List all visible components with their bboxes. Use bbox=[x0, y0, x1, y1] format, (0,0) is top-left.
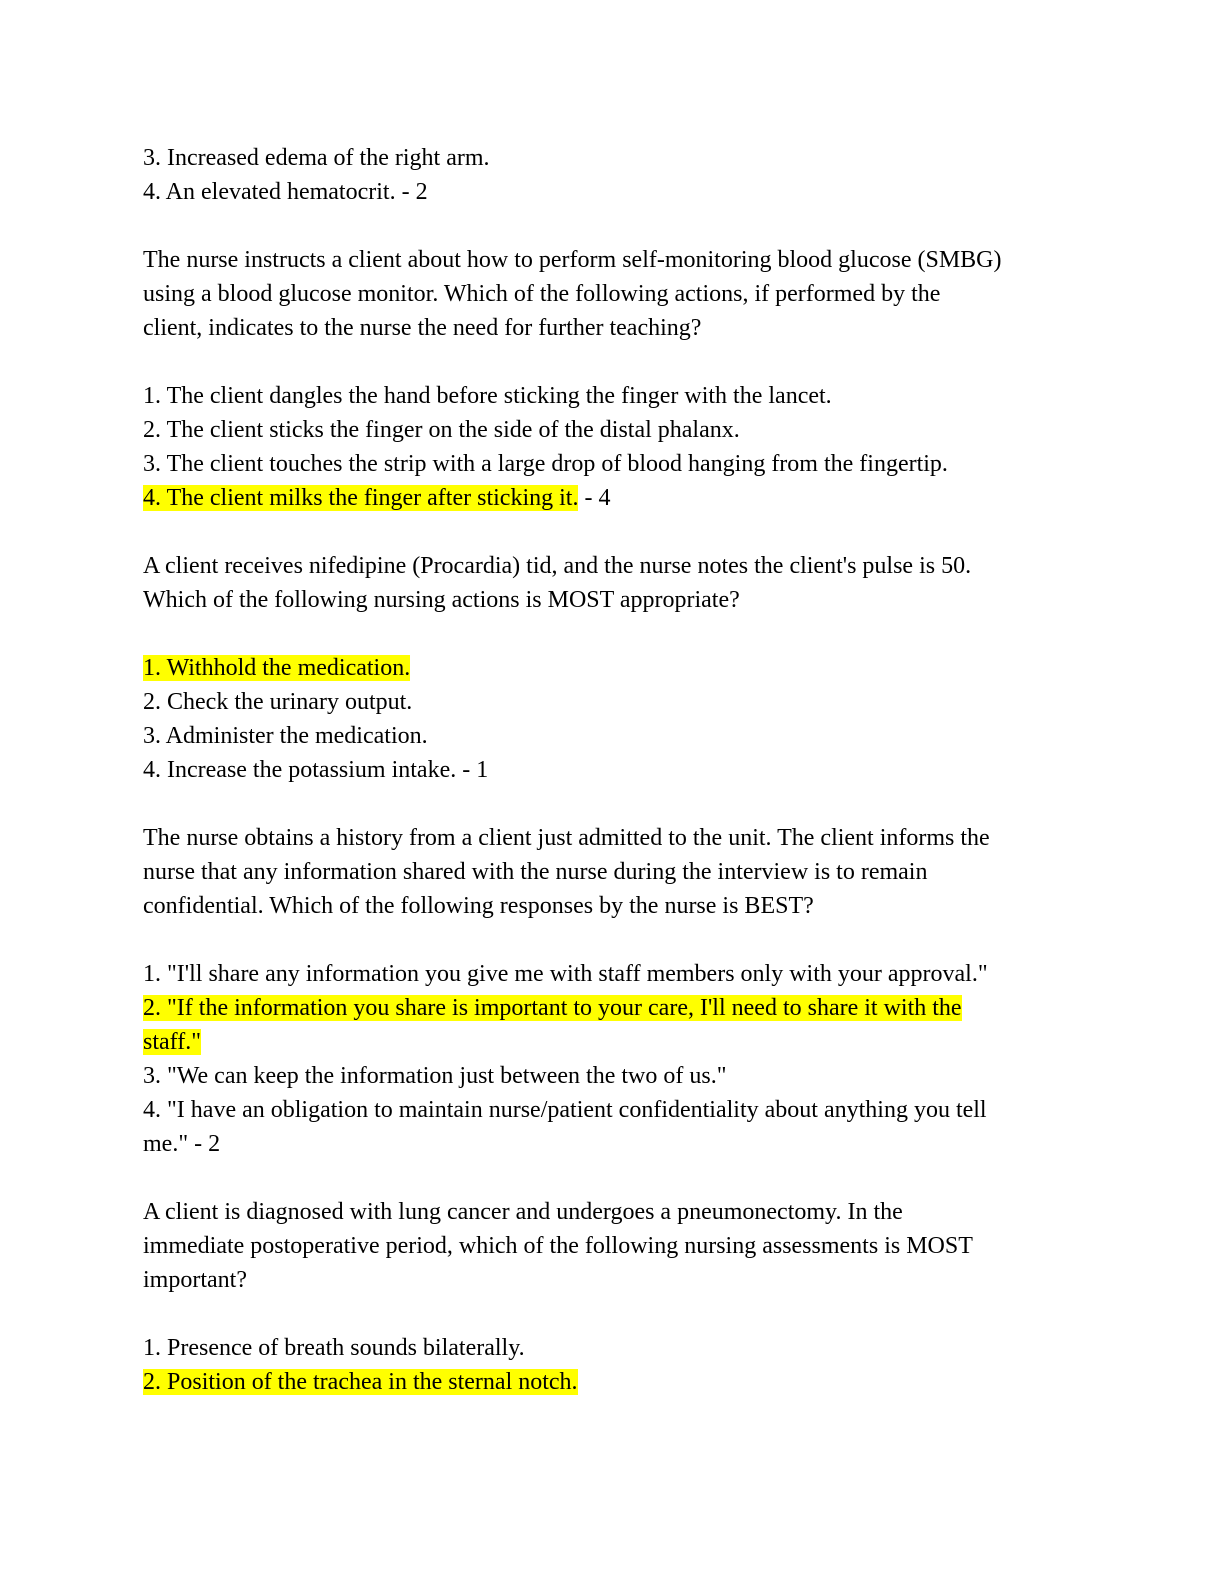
confidential-option-2-line-2 bbox=[143, 1027, 201, 1057]
highlighted-answer: 2. "If the information you share is important to your care, I'll need to share it with the bbox=[143, 995, 962, 1021]
question-pneumonectomy-line-2: immediate postoperative period, which of the following nursing assessments is MOST bbox=[143, 1233, 973, 1259]
answer-key: - 4 bbox=[578, 485, 611, 511]
smbg-option-4 bbox=[143, 483, 610, 513]
confidential-option-3: 3. "We can keep the information just between the two of us." bbox=[143, 1063, 727, 1089]
question-pneumonectomy-line-1: A client is diagnosed with lung cancer and undergoes a pneumonectomy. In the bbox=[143, 1199, 903, 1225]
highlighted-answer: 1. Withhold the medication. bbox=[143, 655, 411, 681]
smbg-option-1: 1. The client dangles the hand before sticking the finger with the lancet. bbox=[143, 383, 832, 409]
question-confidential-line-1: The nurse obtains a history from a client just admitted to the unit. The client informs the bbox=[143, 825, 990, 851]
highlighted-answer: 4. The client milks the finger after sticking it. bbox=[143, 485, 579, 511]
prev-option-3: 3. Increased edema of the right arm. bbox=[143, 145, 490, 171]
question-nifedipine-line-1: A client receives nifedipine (Procardia) tid, and the nurse notes the client's pulse is 50. bbox=[143, 553, 972, 579]
confidential-option-4-line-2: me." - 2 bbox=[143, 1131, 221, 1157]
confidential-option-1: 1. "I'll share any information you give me with staff members only with your approval." bbox=[143, 961, 988, 987]
pneumonectomy-option-1: 1. Presence of breath sounds bilaterally. bbox=[143, 1335, 525, 1361]
confidential-option-2-line-1 bbox=[143, 993, 962, 1023]
question-confidential-line-3: confidential. Which of the following responses by the nurse is BEST? bbox=[143, 893, 814, 919]
nifedipine-option-4: 4. Increase the potassium intake. - 1 bbox=[143, 757, 489, 783]
question-pneumonectomy-line-3: important? bbox=[143, 1267, 247, 1293]
nifedipine-option-2: 2. Check the urinary output. bbox=[143, 689, 413, 715]
question-smbg-line-2: using a blood glucose monitor. Which of the following actions, if performed by the bbox=[143, 281, 941, 307]
nifedipine-option-1 bbox=[143, 653, 410, 683]
question-confidential-line-2: nurse that any information shared with the nurse during the interview is to remain bbox=[143, 859, 928, 885]
question-smbg-line-3: client, indicates to the nurse the need for further teaching? bbox=[143, 315, 702, 341]
confidential-option-4-line-1: 4. "I have an obligation to maintain nurse/patient confidentiality about anything you tell bbox=[143, 1097, 987, 1123]
smbg-option-2: 2. The client sticks the finger on the side of the distal phalanx. bbox=[143, 417, 740, 443]
question-nifedipine-line-2: Which of the following nursing actions is MOST appropriate? bbox=[143, 587, 740, 613]
nifedipine-option-3: 3. Administer the medication. bbox=[143, 723, 428, 749]
question-smbg-line-1: The nurse instructs a client about how to perform self-monitoring blood glucose (SMBG) bbox=[143, 247, 1002, 273]
prev-option-4-answer: 4. An elevated hematocrit. - 2 bbox=[143, 179, 428, 205]
highlighted-answer: staff." bbox=[143, 1029, 202, 1055]
smbg-option-3: 3. The client touches the strip with a large drop of blood hanging from the fingertip. bbox=[143, 451, 948, 477]
pneumonectomy-option-2 bbox=[143, 1367, 578, 1397]
highlighted-answer: 2. Position of the trachea in the sternal notch. bbox=[143, 1369, 578, 1395]
